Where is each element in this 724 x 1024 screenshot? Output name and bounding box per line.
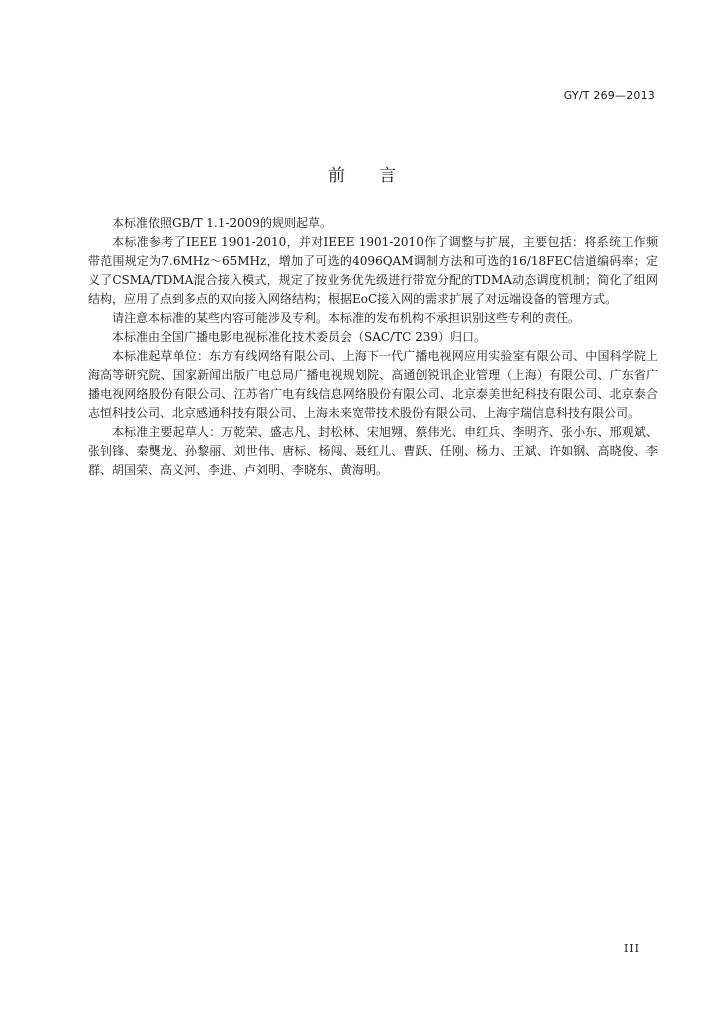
standard-code: GY/T 269—2013 <box>563 89 655 102</box>
paragraph-patent-notice: 请注意本标准的某些内容可能涉及专利。本标准的发布机构不承担识别这些专利的责任。 <box>112 311 581 325</box>
paragraph-committee: 本标准由全国广播电影电视标准化技术委员会（SAC/TC 239）归口。 <box>112 330 487 344</box>
page-title: 前言 <box>328 166 430 186</box>
paragraph-reference-standard: 本标准参考了IEEE 1901-2010，并对IEEE 1901-2010作了调整与扩展，主要包括：将系统工作频带范围规定为7.6MHz～65MHz，增加了可选的4096QAM调制方法和可选的16/18FEC信道编码率；定义了CSMA/TDMA混合接入模式，规定了按业务优先级进行带宽分配的TDMA动态调度机制；简化了组网结构，应用了点到多点的双向接入网络结构；根据EoC接入网的需求扩展了对远端设备的管理方式。 <box>88 235 658 306</box>
paragraph-drafting-units: 本标准起草单位：东方有线网络有限公司、上海下一代广播电视网应用实验室有限公司、中国科学院上海高等研究院、国家新闻出版广电总局广播电视规划院、高通创锐讯企业管理（上海）有限公司、广东省广播电视网络股份有限公司、江苏省广电有线信息网络股份有限公司、北京泰美世纪科技有限公司、北京泰合志恒科技公司、北京感通科技有限公司、上海未来宽带技术股份有限公司、上海宇瑞信息科技有限公司。 <box>88 349 658 420</box>
document-body <box>88 214 658 480</box>
page-number: III <box>623 942 640 955</box>
paragraph-drafting-rules: 本标准依照GB/T 1.1-2009的规则起草。 <box>112 216 332 230</box>
paragraph-drafters: 本标准主要起草人：万乾荣、盛志凡、封松林、宋旭翙、蔡伟光、申红兵、李明齐、张小东、邢观斌、张钊锋、秦龑龙、孙黎丽、刘世伟、唐标、杨闯、聂红儿、曹跃、任刚、杨力、王斌、许如钢、高晓俊、李群、胡国荣、高义河、李进、卢刘明、李晓东、黄海明。 <box>88 425 658 477</box>
